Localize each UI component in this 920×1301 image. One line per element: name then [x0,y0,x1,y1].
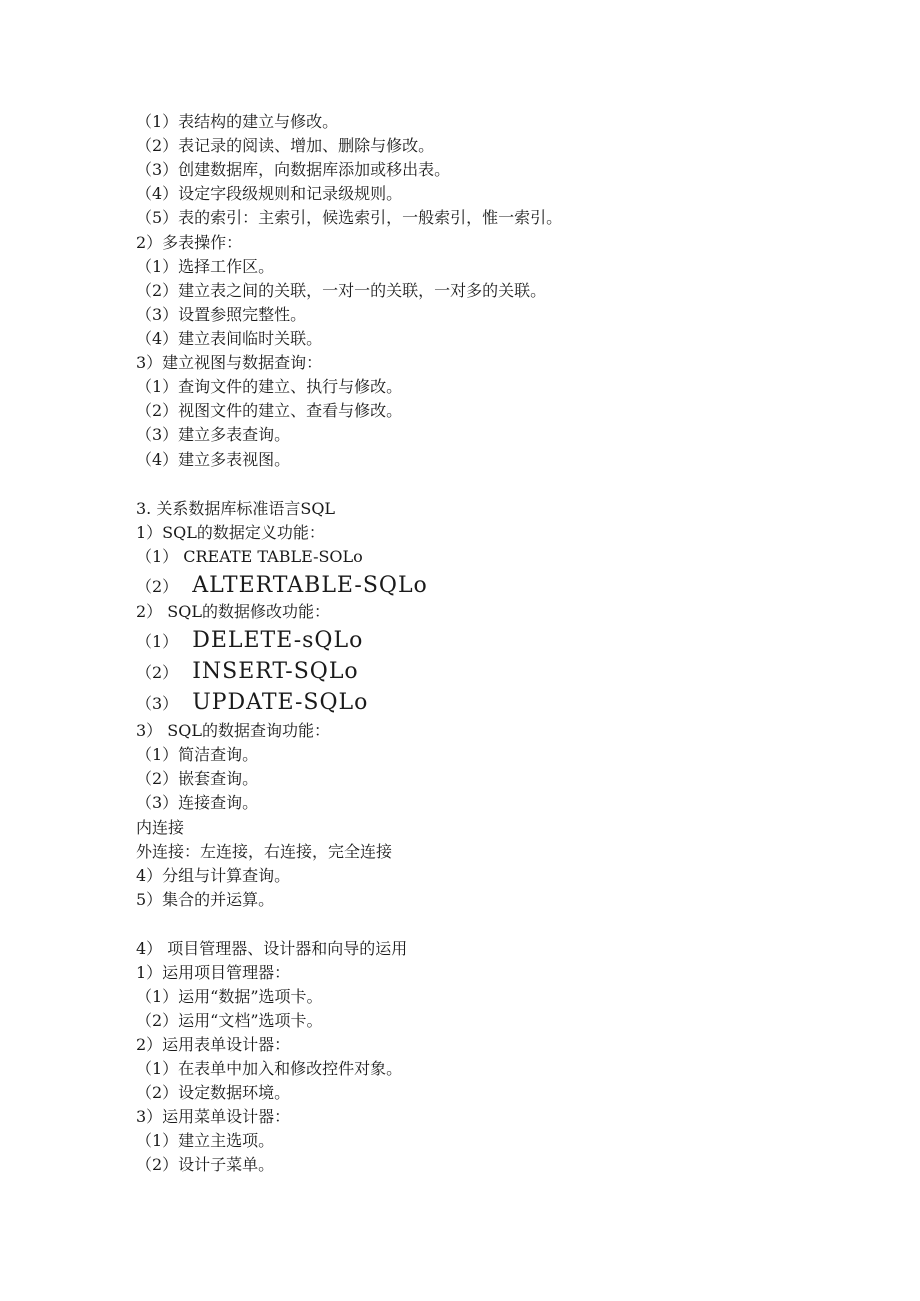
section-heading: 2）多表操作： [136,233,243,252]
section-heading: 2） SQL的数据修改功能： [136,602,330,621]
text-line: （5）表的索引：主索引，候选索引，一般索引，惟一索引。 [136,208,563,227]
big-text-line [136,627,363,656]
text-line: 5）集合的并运算。 [136,890,275,909]
section-heading: 2）运用表单设计器： [136,1035,291,1054]
text-line: （1）查询文件的建立、执行与修改。 [136,377,403,396]
text-line: 内连接 [136,818,185,837]
text-line: 4）分组与计算查询。 [136,866,291,885]
text-line: （1）简洁查询。 [136,745,259,764]
text-line: 外连接：左连接，右连接，完全连接 [136,842,393,861]
section-heading: 3）运用菜单设计器： [136,1107,291,1126]
text-line: （3）设置参照完整性。 [136,305,307,324]
item-number: （2） [136,577,179,596]
text-line: （1）运用“数据”选项卡。 [136,987,323,1006]
item-text: DELETE-sQLo [192,628,364,653]
text-line: （4）建立表间临时关联。 [136,329,323,348]
big-text-line [136,572,428,601]
text-line: （3）建立多表查询。 [136,425,291,444]
big-text-line [136,689,368,718]
text-line: （3）连接查询。 [136,793,259,812]
text-line: （1） CREATE TABLE-SOLo [136,547,363,566]
item-number: （1） [136,632,179,651]
text-line: （2）表记录的阅读、增加、删除与修改。 [136,136,435,155]
item-number: （3） [136,694,179,713]
text-line: （2）运用“文档”选项卡。 [136,1011,323,1030]
section-heading: 1）运用项目管理器： [136,963,291,982]
text-line: （3）创建数据库，向数据库添加或移出表。 [136,160,451,179]
text-line: （1）表结构的建立与修改。 [136,112,339,131]
text-line: （2）设计子菜单。 [136,1155,275,1174]
chapter-heading: 4） 项目管理器、设计器和向导的运用 [136,939,408,958]
text-line: （2）嵌套查询。 [136,769,259,788]
text-line: （1）在表单中加入和修改控件对象。 [136,1059,403,1078]
item-text: INSERT-SQLo [192,659,359,684]
text-line: （2）建立表之间的关联，一对一的关联，一对多的关联。 [136,281,547,300]
item-text: ALTERTABLE-SQLo [192,573,428,598]
section-heading: 3） SQL的数据查询功能： [136,721,330,740]
section-heading: 3）建立视图与数据查询： [136,353,323,372]
text-line: （2）设定数据环境。 [136,1083,291,1102]
text-line: （4）建立多表视图。 [136,450,291,469]
chapter-heading: 3. 关系数据库标准语言SQL [136,499,336,518]
text-line: （1）建立主选项。 [136,1131,275,1150]
item-text: UPDATE-SQLo [192,690,369,715]
text-line: （2）视图文件的建立、查看与修改。 [136,401,403,420]
text-line: （4）设定字段级规则和记录级规则。 [136,184,403,203]
item-number: （2） [136,663,179,682]
big-text-line [136,658,359,687]
section-heading: 1）SQL的数据定义功能： [136,523,325,542]
text-line: （1）选择工作区。 [136,257,275,276]
